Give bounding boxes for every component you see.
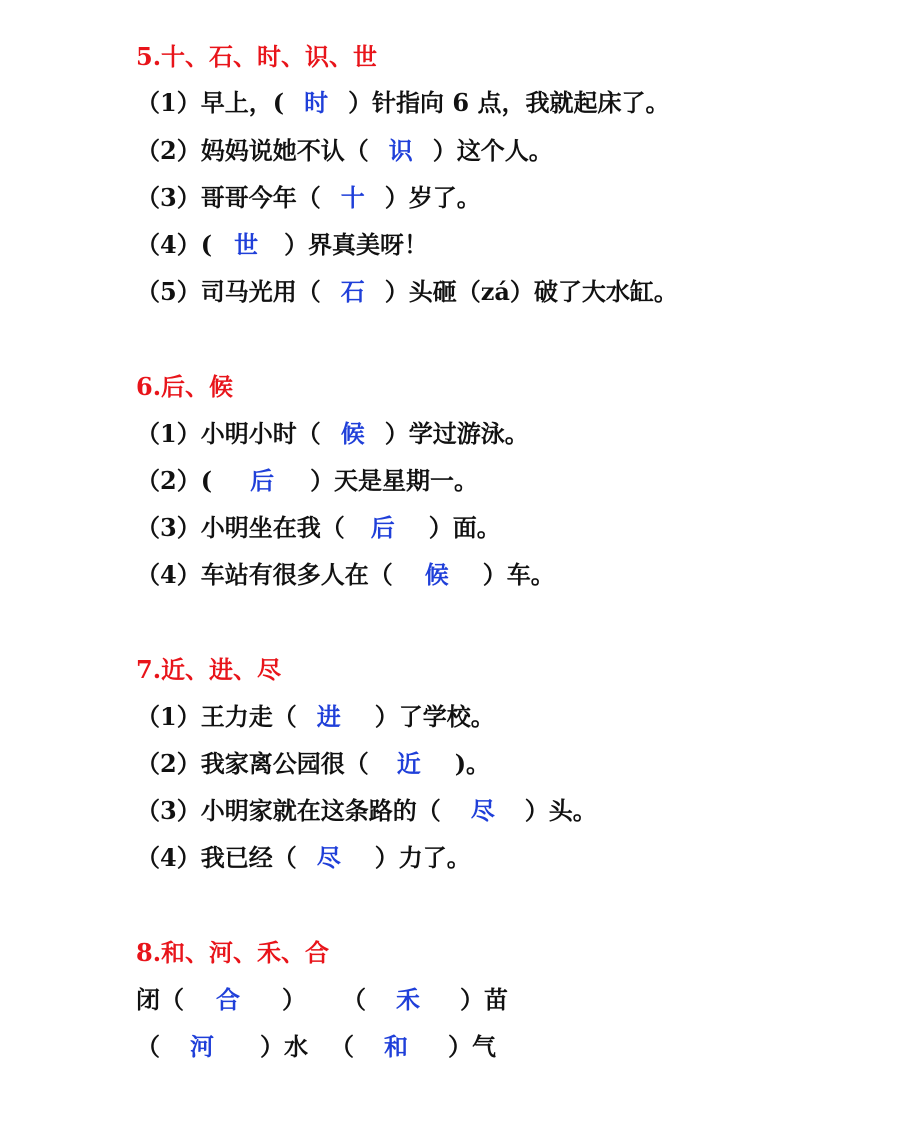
item-prefix: （4）我已经（ (136, 843, 297, 872)
section-7-item-2 (136, 747, 490, 781)
item-prefix: （1）小明小时（ (136, 419, 321, 448)
section-5-heading: 5.十、石、时、识、世 (136, 42, 378, 71)
item-suffix: ）车。 (482, 560, 555, 589)
section-5-item-2 (136, 134, 553, 168)
item-prefix: （4）车站有很多人在（ (136, 560, 393, 589)
item-suffix: ）界真美呀！ (284, 230, 429, 259)
item-suffix: )。 (454, 749, 491, 778)
answer: 尽 (470, 796, 495, 825)
word-1-prefix: 闭（ (136, 985, 184, 1014)
item-prefix: （4）( (136, 230, 213, 259)
answer: 进 (316, 702, 341, 731)
item-prefix: （2）我家离公园很（ (136, 749, 369, 778)
answer: 合 (216, 985, 240, 1014)
word-3-suffix: ）水 (260, 1032, 308, 1061)
answer: 和 (384, 1032, 408, 1061)
section-6-item-4 (136, 558, 555, 592)
section-6-item-1 (136, 417, 529, 451)
answer: 近 (396, 749, 421, 778)
item-suffix: ）头砸（zá）破了大水缸。 (384, 277, 678, 306)
section-7-item-4 (136, 841, 471, 875)
answer: 石 (340, 277, 365, 306)
section-7-heading: 7.近、进、尽 (136, 655, 282, 684)
section-8-heading: 8.和、河、禾、合 (136, 938, 330, 967)
section-5-item-5 (136, 275, 678, 309)
item-suffix: ）针指向 6 点，我就起床了。 (348, 88, 670, 117)
answer: 时 (304, 88, 329, 117)
section-8-row-2 (136, 1030, 496, 1064)
answer: 尽 (316, 843, 341, 872)
item-prefix: （3）小明家就在这条路的（ (136, 796, 441, 825)
item-suffix: ）岁了。 (384, 183, 481, 212)
section-5-item-4 (136, 228, 428, 262)
section-7-item-1 (136, 700, 495, 734)
item-prefix: （2）妈妈说她不认（ (136, 136, 369, 165)
item-suffix: ）头。 (524, 796, 597, 825)
answer: 世 (234, 230, 259, 259)
word-3-prefix: （ (136, 1032, 160, 1061)
word-2-suffix: ）苗 (460, 985, 508, 1014)
section-5-item-1 (136, 86, 669, 120)
word-4-suffix: ）气 (448, 1032, 496, 1061)
section-8-row-1 (136, 983, 508, 1017)
section-5-item-3 (136, 181, 481, 215)
section-6-item-2 (136, 464, 478, 498)
item-suffix: ）面。 (428, 513, 501, 542)
item-suffix: ）天是星期一。 (310, 466, 479, 495)
answer: 识 (388, 136, 413, 165)
word-4-prefix: （ (330, 1032, 354, 1061)
answer: 河 (190, 1032, 214, 1061)
answer: 后 (370, 513, 395, 542)
answer: 十 (340, 183, 365, 212)
item-suffix: ）学过游泳。 (384, 419, 529, 448)
section-6-item-3 (136, 511, 501, 545)
word-2-prefix: （ (342, 985, 366, 1014)
answer: 禾 (396, 985, 420, 1014)
answer: 候 (340, 419, 365, 448)
item-suffix: ）这个人。 (432, 136, 553, 165)
answer: 后 (250, 466, 275, 495)
section-6-heading: 6.后、候 (136, 372, 234, 401)
section-7-item-3 (136, 794, 597, 828)
item-suffix: ）了学校。 (374, 702, 495, 731)
answer: 候 (424, 560, 449, 589)
item-prefix: （2）( (136, 466, 213, 495)
item-prefix: （3）小明坐在我（ (136, 513, 345, 542)
item-prefix: （1）早上，( (136, 88, 285, 117)
item-prefix: （3）哥哥今年（ (136, 183, 321, 212)
item-prefix: （5）司马光用（ (136, 277, 321, 306)
word-1-suffix: ） (282, 985, 306, 1014)
item-suffix: ）力了。 (374, 843, 471, 872)
item-prefix: （1）王力走（ (136, 702, 297, 731)
